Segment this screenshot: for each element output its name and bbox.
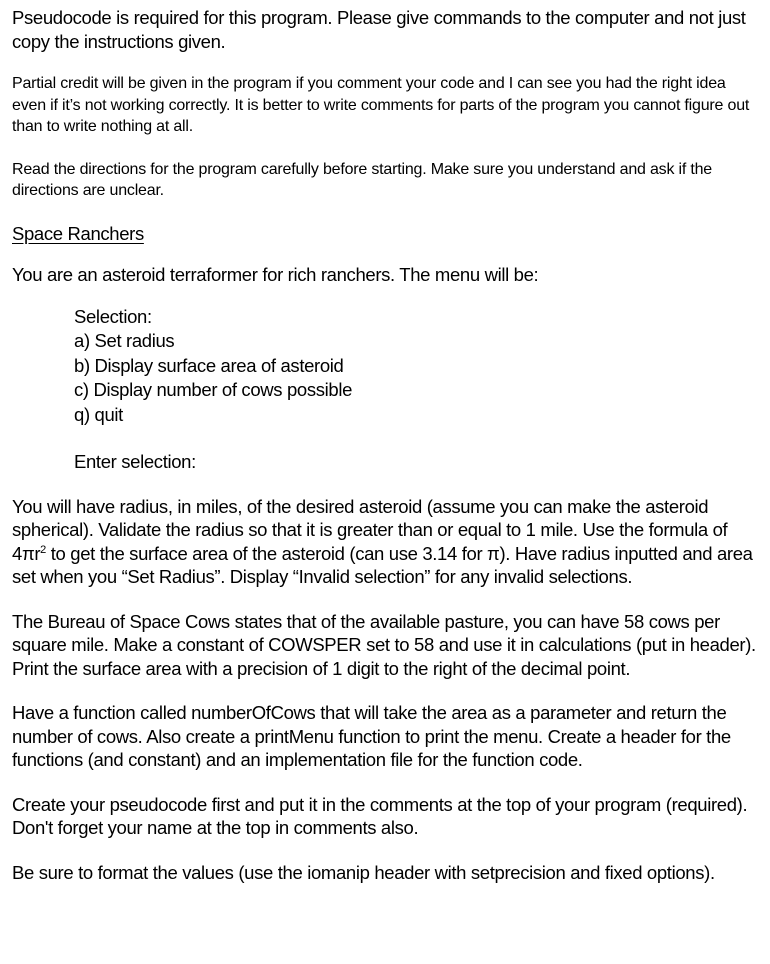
format-paragraph: Be sure to format the values (use the iomanip header with setprecision and fixed options). bbox=[12, 861, 715, 883]
menu-item-display-area: b) Display surface area of asteroid bbox=[74, 354, 344, 376]
cows-paragraph: The Bureau of Space Cows states that of the available pasture, you can have 58 cows per square mile. Make a constant of COWSPER set to 58 and use it in calculations (put in header). Print the surface area with a precision of 1 digit to the right of the decimal point. bbox=[12, 610, 756, 679]
pseudocode-required-paragraph: Pseudocode is required for this program. Please give commands to the computer and not just copy the instructions given. bbox=[12, 7, 746, 52]
function-paragraph: Have a function called numberOfCows that will take the area as a parameter and return the number of cows. Also create a printMenu function to print the menu. Create a header for the functions (and constant) and an implementation file for the function code. bbox=[12, 702, 731, 770]
menu-item-set-radius: a) Set radius bbox=[74, 330, 175, 351]
radius-text-before-formula: You will have radius, in miles, of the desired asteroid (assume you can make the asteroid spherical). Validate the radius so that it is greater than or equal to 1 mile. Use the formula of bbox=[12, 495, 728, 540]
read-directions-paragraph: Read the directions for the program carefully before starting. Make sure you understand and ask if the directions are unclear. bbox=[12, 160, 712, 199]
formula-base: 4πr bbox=[12, 542, 41, 564]
menu-heading: Selection: bbox=[74, 305, 152, 327]
partial-credit-paragraph: Partial credit will be given in the program if you comment your code and I can see you had the right idea even if it’s not working correctly. It is better to write comments for parts of the program you cannot figure out than to write nothing at all. bbox=[12, 75, 750, 135]
pseudocode-first-paragraph: Create your pseudocode first and put it in the comments at the top of your program (required). Don't forget your name at the top in comments also. bbox=[12, 793, 748, 838]
assignment-title bbox=[12, 222, 762, 246]
radius-paragraph bbox=[12, 495, 762, 589]
menu-item-quit: q) quit bbox=[74, 403, 123, 425]
menu-example bbox=[12, 305, 762, 475]
menu-prompt: Enter selection: bbox=[74, 451, 196, 472]
assignment-document bbox=[12, 6, 762, 884]
role-paragraph: You are an asteroid terraformer for rich ranchers. The menu will be: bbox=[12, 264, 539, 285]
menu-item-display-cows: c) Display number of cows possible bbox=[74, 379, 353, 400]
radius-text-after-formula: to get the surface area of the asteroid (can use 3.14 for π). Have radius inputted and area set when you “Set Radius”. Display “Invalid selection” for any invalid selections. bbox=[12, 542, 753, 587]
assignment-title-text: Space Ranchers bbox=[12, 222, 144, 244]
formula-exponent: 2 bbox=[40, 543, 46, 556]
